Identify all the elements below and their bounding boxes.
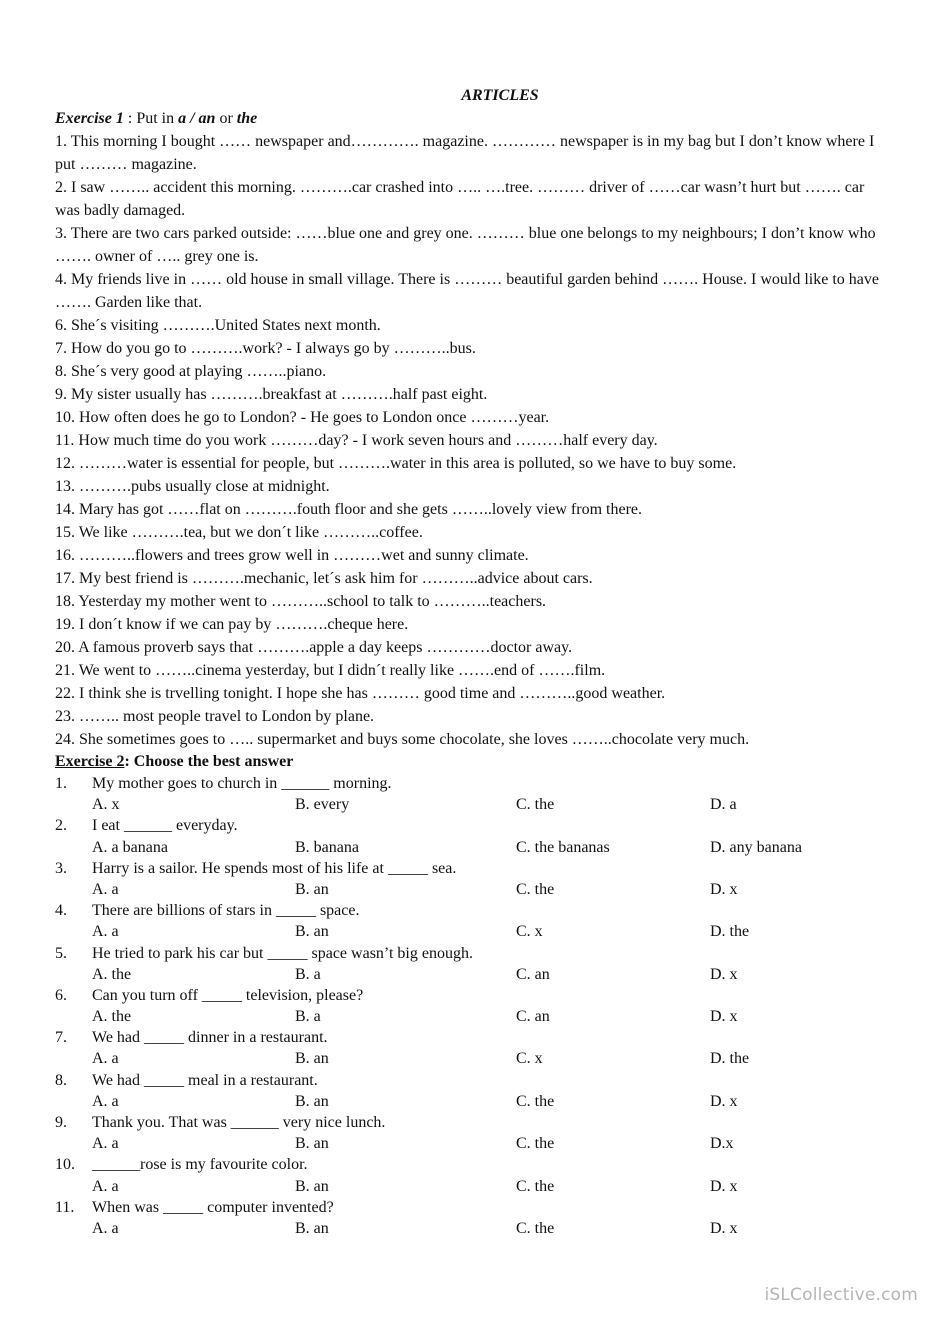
option-b: B. an bbox=[295, 1135, 329, 1153]
exercise1-choice-a-an: a / an bbox=[178, 110, 216, 127]
question-row bbox=[55, 1197, 885, 1218]
answer-options bbox=[55, 794, 885, 815]
exercise1-item: 8. She´s very good at playing ……..piano. bbox=[55, 363, 327, 380]
option-a: A. a bbox=[92, 1177, 119, 1195]
option-b: B. an bbox=[295, 880, 329, 898]
question-row bbox=[55, 858, 885, 879]
exercise1-instruction: : Put in bbox=[123, 110, 179, 127]
question-row bbox=[55, 900, 885, 921]
option-c: C. the bananas bbox=[516, 838, 610, 856]
exercise1-or: or bbox=[215, 110, 237, 127]
exercise1-item: 2. I saw …….. accident this morning. ……….car crashed into ….. ….tree. ……… driver of ……car wasn’t hurt but ……. car was badly damaged. bbox=[55, 179, 865, 219]
option-c: C. x bbox=[516, 923, 543, 941]
option-a: A. a bbox=[92, 880, 119, 898]
exercise2-instruction: : Choose the best answer bbox=[124, 753, 294, 770]
option-d: D. x bbox=[710, 880, 738, 898]
question-row bbox=[55, 943, 885, 964]
question-number: 4. bbox=[55, 902, 67, 920]
question-number: 3. bbox=[55, 859, 67, 877]
option-a: A. the bbox=[92, 1008, 132, 1026]
option-d: D. the bbox=[710, 1050, 750, 1068]
option-a: A. a bbox=[92, 1135, 119, 1153]
watermark: iSLCollective.com bbox=[764, 1285, 918, 1305]
option-a: A. a bbox=[92, 1050, 119, 1068]
option-b: B. an bbox=[295, 923, 329, 941]
answer-options bbox=[55, 964, 885, 985]
question-number: 5. bbox=[55, 944, 67, 962]
option-d: D. x bbox=[710, 1177, 738, 1195]
exercise1-item: 9. My sister usually has ……….breakfast at ……….half past eight. bbox=[55, 386, 488, 403]
answer-options bbox=[55, 1091, 885, 1112]
question-stem: My mother goes to church in ______ morning. bbox=[92, 775, 392, 792]
option-c: C. the bbox=[516, 1092, 555, 1110]
exercise1-item: 10. How often does he go to London? - He goes to London once ………year. bbox=[55, 409, 550, 426]
exercise1-item: 3. There are two cars parked outside: ……blue one and grey one. ……… blue one belongs to my neighbours; I don’t know who ……. owner of ….. grey one is. bbox=[55, 225, 876, 265]
option-c: C. the bbox=[516, 796, 555, 814]
answer-options bbox=[55, 1176, 885, 1197]
option-b: B. an bbox=[295, 1177, 329, 1195]
question-number: 8. bbox=[55, 1071, 67, 1089]
option-d: D. x bbox=[710, 1008, 738, 1026]
question-stem: Can you turn off _____ television, please? bbox=[92, 986, 364, 1004]
worksheet-page bbox=[55, 84, 885, 1239]
question-stem: We had _____ meal in a restaurant. bbox=[92, 1071, 318, 1089]
exercise1-item: 24. She sometimes goes to ….. supermarket and buys some chocolate, she loves ……..chocolate very much. bbox=[55, 731, 750, 748]
option-d: D. the bbox=[710, 923, 750, 941]
question-number: 1. bbox=[55, 775, 67, 792]
exercise1-item: 16. ………..flowers and trees grow well in ………wet and sunny climate. bbox=[55, 547, 529, 564]
option-a: A. x bbox=[92, 796, 120, 814]
exercise1-item: 4. My friends live in …… old house in small village. There is ……… beautiful garden behind ……. House. I would like to have ……. Garden like that. bbox=[55, 271, 879, 311]
question-number: 11. bbox=[55, 1198, 75, 1216]
option-b: B. every bbox=[295, 796, 350, 814]
question-stem: When was _____ computer invented? bbox=[92, 1198, 334, 1216]
exercise2-label: Exercise 2 bbox=[55, 753, 125, 770]
exercise1-item: 20. A famous proverb says that ……….apple a day keeps …………doctor away. bbox=[55, 639, 573, 656]
question-row bbox=[55, 1154, 885, 1175]
question-stem: I eat ______ everyday. bbox=[92, 817, 238, 835]
option-b: B. a bbox=[295, 1008, 321, 1026]
question-row bbox=[55, 1027, 885, 1048]
exercise1-label: Exercise 1 bbox=[55, 110, 124, 127]
option-c: C. the bbox=[516, 1177, 555, 1195]
exercise1-item: 6. She´s visiting ……….United States next month. bbox=[55, 317, 381, 334]
option-c: C. the bbox=[516, 1135, 555, 1153]
answer-options bbox=[55, 879, 885, 900]
option-b: B. an bbox=[295, 1050, 329, 1068]
exercise1-item: 14. Mary has got ……flat on ……….fouth floor and she gets ……..lovely view from there. bbox=[55, 501, 642, 518]
question-row bbox=[55, 815, 885, 836]
question-number: 7. bbox=[55, 1029, 67, 1047]
answer-options bbox=[55, 1048, 885, 1069]
exercise1-item: 11. How much time do you work ………day? - I work seven hours and ………half every day. bbox=[55, 432, 658, 449]
option-a: A. a bbox=[92, 1092, 119, 1110]
option-b: B. banana bbox=[295, 838, 359, 856]
question-stem: There are billions of stars in _____ space. bbox=[92, 902, 360, 920]
option-b: B. a bbox=[295, 965, 321, 983]
option-a: A. a bbox=[92, 923, 119, 941]
option-a: A. a banana bbox=[92, 838, 168, 856]
question-row bbox=[55, 985, 885, 1006]
exercise1-item: 21. We went to ……..cinema yesterday, but I didn´t really like …….end of …….film. bbox=[55, 662, 606, 679]
option-b: B. an bbox=[295, 1219, 329, 1237]
answer-options bbox=[55, 1133, 885, 1154]
question-stem: Harry is a sailor. He spends most of his life at _____ sea. bbox=[92, 859, 457, 877]
exercise1-heading bbox=[55, 108, 885, 130]
question-number: 2. bbox=[55, 817, 67, 835]
question-number: 6. bbox=[55, 986, 67, 1004]
question-row bbox=[55, 1070, 885, 1091]
option-d: D.x bbox=[710, 1135, 734, 1153]
option-c: C. the bbox=[516, 1219, 555, 1237]
option-c: C. x bbox=[516, 1050, 543, 1068]
option-a: A. a bbox=[92, 1219, 119, 1237]
option-d: D. x bbox=[710, 1092, 738, 1110]
option-d: D. a bbox=[710, 796, 737, 814]
exercise1-item: 12. ………water is essential for people, but ……….water in this area is polluted, so we have to buy some. bbox=[55, 455, 737, 472]
option-c: C. the bbox=[516, 880, 555, 898]
question-number: 10. bbox=[55, 1156, 75, 1174]
exercise1-item: 18. Yesterday my mother went to ………..school to talk to ………..teachers. bbox=[55, 593, 547, 610]
answer-options bbox=[55, 921, 885, 942]
option-b: B. an bbox=[295, 1092, 329, 1110]
exercise1-item: 7. How do you go to ……….work? - I always go by ………..bus. bbox=[55, 340, 476, 357]
option-d: D. any banana bbox=[710, 838, 802, 856]
exercise2-questions bbox=[55, 773, 885, 1239]
option-c: C. an bbox=[516, 1008, 550, 1026]
option-c: C. an bbox=[516, 965, 550, 983]
answer-options bbox=[55, 837, 885, 858]
exercise1-item: 1. This morning I bought …… newspaper and…………. magazine. ………… newspaper is in my bag but I don’t know where I put ……… magazine. bbox=[55, 133, 875, 173]
exercise1-choice-the: the bbox=[236, 110, 258, 127]
question-row bbox=[55, 773, 885, 794]
page-title: ARTICLES bbox=[461, 87, 539, 104]
exercise2-heading bbox=[55, 751, 885, 773]
exercise1-items bbox=[55, 130, 885, 751]
exercise1-item: 13. ……….pubs usually close at midnight. bbox=[55, 478, 330, 495]
question-stem: We had _____ dinner in a restaurant. bbox=[92, 1029, 328, 1047]
question-stem: ______rose is my favourite color. bbox=[92, 1156, 308, 1174]
question-stem: Thank you. That was ______ very nice lunch. bbox=[92, 1114, 386, 1131]
exercise1-item: 15. We like ……….tea, but we don´t like ………..coffee. bbox=[55, 524, 423, 541]
answer-options bbox=[55, 1006, 885, 1027]
question-number: 9. bbox=[55, 1114, 67, 1131]
exercise1-item: 22. I think she is trvelling tonight. I hope she has ……… good time and ………..good weather. bbox=[55, 685, 666, 702]
option-a: A. the bbox=[92, 965, 132, 983]
question-row bbox=[55, 1112, 885, 1133]
option-d: D. x bbox=[710, 965, 738, 983]
question-stem: He tried to park his car but _____ space wasn’t big enough. bbox=[92, 944, 473, 962]
exercise1-item: 17. My best friend is ……….mechanic, let´s ask him for ………..advice about cars. bbox=[55, 570, 593, 587]
exercise1-item: 19. I don´t know if we can pay by ……….cheque here. bbox=[55, 616, 409, 633]
answer-options bbox=[55, 1218, 885, 1239]
exercise1-item: 23. …….. most people travel to London by plane. bbox=[55, 708, 375, 725]
option-d: D. x bbox=[710, 1219, 738, 1237]
